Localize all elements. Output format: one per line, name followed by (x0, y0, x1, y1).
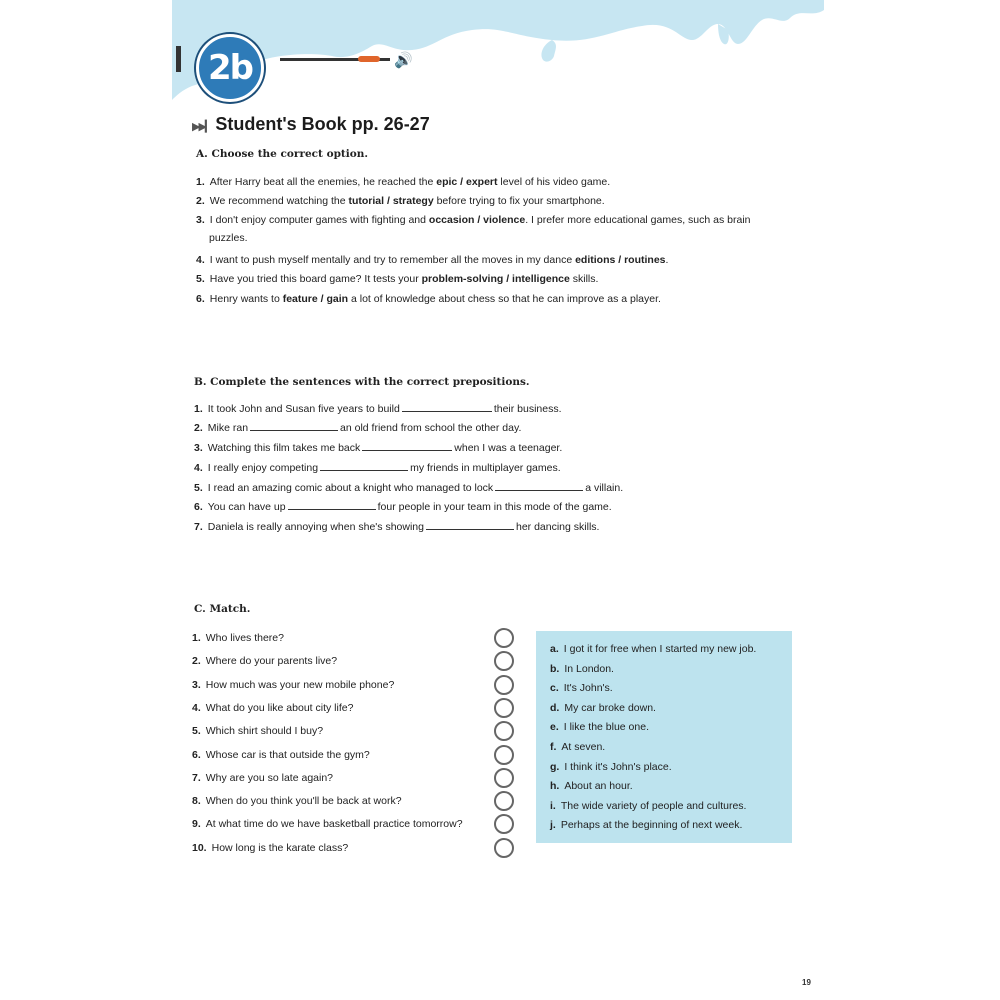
item-number: 8. (192, 795, 201, 808)
answer-letter: e. (550, 721, 559, 734)
answer-blank[interactable] (362, 449, 452, 451)
speaker-icon[interactable]: 🔊 (394, 52, 413, 69)
sentence-text: my friends in multiplayer games. (410, 462, 561, 474)
option-choices: epic / expert (436, 176, 498, 188)
item-number: 4. (196, 254, 205, 266)
item-number: 1. (196, 176, 205, 188)
sentence-text: a villain. (585, 482, 624, 494)
question-text: Who lives there? (205, 632, 284, 644)
match-answer (550, 780, 633, 792)
sentence-text: before trying to fix your smartphone. (433, 195, 605, 207)
item-number: 5. (194, 482, 203, 494)
audio-slider-knob[interactable] (358, 56, 380, 62)
sentence-text: puzzles. (209, 232, 248, 244)
question-text: When do you think you'll be back at work? (205, 795, 402, 808)
answer-blank[interactable] (402, 410, 492, 412)
skip-forward-icon: ▶▶▎ (192, 121, 212, 133)
item-number: 3. (192, 678, 201, 691)
sentence-text: Mike ran (207, 422, 249, 434)
sentence-text: I read an amazing comic about a knight who managed to lock (207, 482, 494, 494)
answer-letter: j. (550, 819, 556, 832)
item-number: 2. (192, 655, 201, 668)
answer-letter: c. (550, 682, 559, 695)
answer-blank[interactable] (250, 429, 338, 431)
item-number: 3. (194, 442, 203, 454)
answer-letter: b. (550, 662, 560, 675)
sentence-text: level of his video game. (497, 176, 611, 188)
match-question (192, 725, 323, 737)
sentence-text: Watching this film takes me back (207, 442, 361, 454)
sentence-text: a lot of knowledge about chess so that he can improve as a player. (348, 293, 661, 305)
option-sentence (196, 293, 661, 305)
fill-in-sentence (194, 442, 562, 454)
fill-in-sentence (194, 501, 612, 513)
match-answer (550, 663, 614, 675)
answer-circle[interactable] (494, 814, 514, 834)
item-number: 1. (194, 403, 203, 415)
match-answer (550, 761, 672, 773)
answer-letter: h. (550, 780, 560, 793)
item-number: 1. (192, 632, 201, 644)
answer-letter: f. (550, 741, 557, 753)
match-answer (550, 800, 746, 812)
fill-in-sentence (194, 482, 623, 494)
book-reference-text: Student's Book pp. 26-27 (215, 114, 430, 134)
answer-blank[interactable] (426, 528, 514, 530)
sentence-text: I really enjoy competing (207, 462, 319, 474)
match-question (192, 772, 333, 784)
item-number: 7. (192, 771, 201, 784)
header-banner (172, 0, 824, 100)
match-question (192, 632, 284, 644)
question-text: Which shirt should I buy? (205, 725, 324, 738)
answer-letter: g. (550, 760, 560, 773)
answer-text: In London. (564, 662, 614, 675)
answer-circle[interactable] (494, 675, 514, 695)
item-number: 6. (192, 748, 201, 761)
question-text: Why are you so late again? (205, 771, 334, 784)
option-sentence (209, 232, 248, 244)
match-answer (550, 682, 613, 694)
answer-circle[interactable] (494, 745, 514, 765)
sentence-text: I don't enjoy computer games with fighting and (209, 214, 429, 226)
sentence-text: Daniela is really annoying when she's showing (207, 521, 424, 533)
question-text: Where do your parents live? (205, 655, 338, 668)
answer-letter: i. (550, 799, 556, 812)
question-text: What do you like about city life? (205, 701, 354, 714)
match-question (192, 655, 337, 667)
sentence-text: her dancing skills. (515, 521, 600, 533)
section-marker (176, 46, 181, 72)
answer-circle[interactable] (494, 698, 514, 718)
answer-text: I got it for free when I started my new job. (563, 643, 757, 655)
match-answer (550, 721, 649, 733)
answer-text: It's John's. (563, 682, 613, 695)
item-number: 5. (192, 725, 201, 738)
match-answer (550, 819, 742, 831)
match-question (192, 818, 463, 830)
item-number: 2. (194, 422, 203, 434)
sentence-text: Henry wants to (209, 293, 283, 305)
answer-blank[interactable] (495, 489, 583, 491)
item-number: 2. (196, 195, 205, 207)
sentence-text: skills. (569, 273, 599, 285)
answer-circle[interactable] (494, 628, 514, 648)
unit-badge: 2b (196, 34, 264, 102)
option-choices: editions / routines (575, 254, 666, 266)
answer-text: Perhaps at the beginning of next week. (560, 819, 743, 832)
question-text: How much was your new mobile phone? (205, 678, 395, 691)
item-number: 6. (196, 293, 205, 305)
sentence-text: . I prefer more educational games, such as brain (525, 214, 751, 226)
sentence-text: You can have up (207, 501, 286, 513)
item-number: 4. (194, 462, 203, 474)
answer-text: My car broke down. (564, 701, 656, 714)
answer-circle[interactable] (494, 838, 514, 858)
match-question (192, 842, 348, 854)
match-answer (550, 643, 756, 655)
question-text: Whose car is that outside the gym? (205, 748, 370, 761)
answer-circle[interactable] (494, 768, 514, 788)
section-b-title: B. Complete the sentences with the correct prepositions. (194, 376, 530, 388)
answer-circle[interactable] (494, 721, 514, 741)
question-text: At what time do we have basketball practice tomorrow? (205, 818, 463, 831)
match-question (192, 679, 394, 691)
sentence-text: It took John and Susan five years to build (207, 403, 400, 415)
option-sentence (196, 254, 668, 266)
option-choices: tutorial / strategy (348, 195, 434, 207)
answer-text: I think it's John's place. (564, 760, 672, 773)
answer-text: I like the blue one. (563, 721, 649, 734)
fill-in-sentence (194, 521, 599, 533)
item-number: 3. (196, 214, 205, 226)
item-number: 9. (192, 818, 201, 831)
fill-in-sentence (194, 422, 521, 434)
sentence-text: We recommend watching the (209, 195, 349, 207)
match-question (192, 749, 370, 761)
match-answer (550, 741, 605, 753)
option-sentence (196, 195, 605, 207)
answer-text: At seven. (561, 741, 606, 753)
question-text: How long is the karate class? (211, 841, 349, 854)
option-choices: occasion / violence (428, 214, 526, 226)
answer-text: About an hour. (564, 780, 633, 793)
fill-in-sentence (194, 403, 562, 415)
sentence-text: . (665, 254, 669, 266)
answer-text: The wide variety of people and cultures. (560, 799, 747, 812)
sentence-text: when I was a teenager. (454, 442, 563, 454)
option-sentence (196, 273, 598, 285)
option-choices: feature / gain (282, 293, 349, 305)
option-sentence (196, 214, 751, 226)
item-number: 10. (192, 841, 207, 854)
option-sentence (196, 176, 610, 188)
answer-blank[interactable] (320, 469, 408, 471)
item-number: 6. (194, 501, 203, 513)
sentence-text: I want to push myself mentally and try to remember all the moves in my dance (209, 254, 576, 266)
section-a-title: A. Choose the correct option. (196, 148, 369, 160)
sentence-text: an old friend from school the other day. (340, 422, 522, 434)
answer-circle[interactable] (494, 651, 514, 671)
page-number: 19 (802, 978, 811, 987)
sentence-text: four people in your team in this mode of the game. (377, 501, 612, 513)
answer-letter: d. (550, 701, 560, 714)
match-question (192, 795, 402, 807)
option-choices: problem-solving / intelligence (421, 273, 570, 285)
item-number: 7. (194, 521, 203, 533)
fill-in-sentence (194, 462, 561, 474)
match-answer (550, 702, 656, 714)
item-number: 4. (192, 701, 201, 714)
match-question (192, 702, 353, 714)
sentence-text: Have you tried this board game? It tests your (209, 273, 422, 285)
answer-blank[interactable] (288, 508, 376, 510)
sentence-text: their business. (493, 403, 562, 415)
answer-circle[interactable] (494, 791, 514, 811)
section-c-title: C. Match. (194, 603, 251, 615)
sentence-text: After Harry beat all the enemies, he reached the (209, 176, 437, 188)
book-reference (192, 114, 430, 135)
item-number: 5. (196, 273, 205, 285)
answer-letter: a. (550, 643, 559, 655)
